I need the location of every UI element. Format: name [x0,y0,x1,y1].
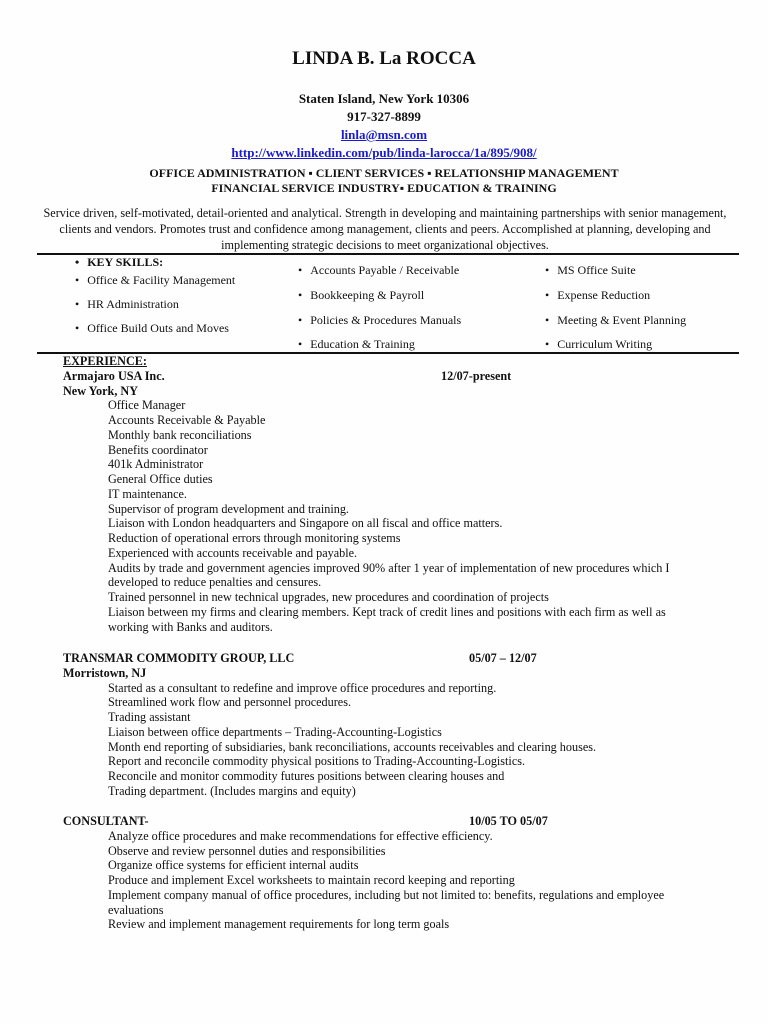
location: New York, NY [63,383,139,398]
duty-item: Produce and implement Excel worksheets to maintain record keeping and reporting [108,873,515,887]
duty-item: Benefits coordinator [108,442,208,457]
skill-item: • Office & Facility Management [75,273,235,288]
duties-list [63,681,743,799]
skill-item: • Bookkeeping & Payroll [298,288,424,303]
dates: 12/07-present [441,368,512,383]
linkedin-link[interactable]: http://www.linkedin.com/pub/linda-larocca/1a/895/908/ [231,145,537,160]
location: Morristown, NJ [63,665,147,680]
phone: 917-327-8899 [347,109,421,124]
duty-item: Report and reconcile commodity physical positions to Trading-Accounting-Logistics. [108,754,526,769]
job-transmar [63,651,743,799]
duty-item: Reduction of operational errors through monitoring systems [108,531,401,545]
duty-item: Observe and review personnel duties and responsibilities [108,843,386,858]
summary: Service driven, self-motivated, detail-oriented and analytical. Strength in developing and maintaining partnerships with senior management, clients and vendors. Promotes trust and confidence among management, clients and peers. Accomplished at planning, developing and implementing strategic decisions to meet organizational objectives. [43,206,727,252]
duty-item: Review and implement management requirements for long term goals [108,917,450,932]
duty-item: Month end reporting of subsidiaries, bank reconciliations, accounts receivables and clearing houses. [108,739,597,754]
duty-item: Analyze office procedures and make recommendations for effective efficiency. [108,828,493,843]
job-consultant [63,814,743,932]
focus-area-line: FINANCIAL SERVICE INDUSTRY▪ EDUCATION & TRAINING [211,181,557,195]
focus-area-line: OFFICE ADMINISTRATION ▪ CLIENT SERVICES ▪ RELATIONSHIP MANAGEMENT [149,166,619,180]
skill-item: • Expense Reduction [545,288,650,303]
duty-item: Liaison between office departments – Trading-Accounting-Logistics [108,724,442,739]
email-link[interactable]: linla@msn.com [340,127,428,142]
duty-item: Implement company manual of office procedures, including but not limited to: benefits, regulations and employee evaluations [108,887,665,917]
duty-item: Started as a consultant to redefine and improve office procedures and reporting. [108,680,497,695]
duty-item: 401k Administrator [108,457,204,472]
candidate-name: LINDA B. La ROCCA [292,48,476,69]
dates: 05/07 – 12/07 [469,651,537,665]
duty-item: Accounts Receivable & Payable [108,413,266,427]
duties-list [63,829,743,932]
duty-item: Trading department. (Includes margins and equity) [108,783,356,798]
duty-item: Liaison with London headquarters and Singapore on all fiscal and office matters. [108,516,503,531]
duty-item: Trading assistant [108,710,191,724]
skill-item: • Meeting & Event Planning [545,313,686,328]
duty-item: Supervisor of program development and training. [108,501,349,516]
job-armajaro [63,354,743,634]
experience-heading: EXPERIENCE: [63,354,147,368]
duty-item: Organize office systems for efficient internal audits [108,858,359,873]
duty-item: Liaison between my firms and clearing members. Kept track of credit lines and positions with each firm as well as working with Banks and auditors. [108,604,666,634]
duty-item: Audits by trade and government agencies improved 90% after 1 year of implementation of new procedures which I developed to reduce penalties and censures. [108,560,670,590]
duty-item: Reconcile and monitor commodity futures positions between clearing houses and [108,769,505,783]
company: TRANSMAR COMMODITY GROUP, LLC [63,651,295,665]
duties-list [63,398,743,634]
address: Staten Island, New York 10306 [298,91,470,106]
focus-areas [0,166,768,196]
skill-item: • Accounts Payable / Receivable [298,263,459,278]
duty-item: Monthly bank reconciliations [108,427,252,442]
dates: 10/05 TO 05/07 [469,814,548,828]
skill-item: • Education & Training [298,337,415,352]
duty-item: Streamlined work flow and personnel procedures. [108,695,352,710]
skill-item: • Policies & Procedures Manuals [298,313,461,328]
duty-item: Trained personnel in new technical upgrades, new procedures and coordination of projects [108,590,549,604]
contact-block [0,90,768,162]
skill-item: • MS Office Suite [545,263,636,278]
skills-heading: • KEY SKILLS: [75,255,163,270]
company: CONSULTANT- [63,814,149,828]
skill-item: • Curriculum Writing [545,337,652,352]
duty-item: Experienced with accounts receivable and payable. [108,545,358,560]
duty-item: Office Manager [108,398,186,413]
duty-item: General Office duties [108,472,213,486]
company: Armajaro USA Inc. [63,368,165,383]
duty-item: IT maintenance. [108,486,187,501]
skill-item: • HR Administration [75,297,179,312]
skill-item: • Office Build Outs and Moves [75,321,229,336]
